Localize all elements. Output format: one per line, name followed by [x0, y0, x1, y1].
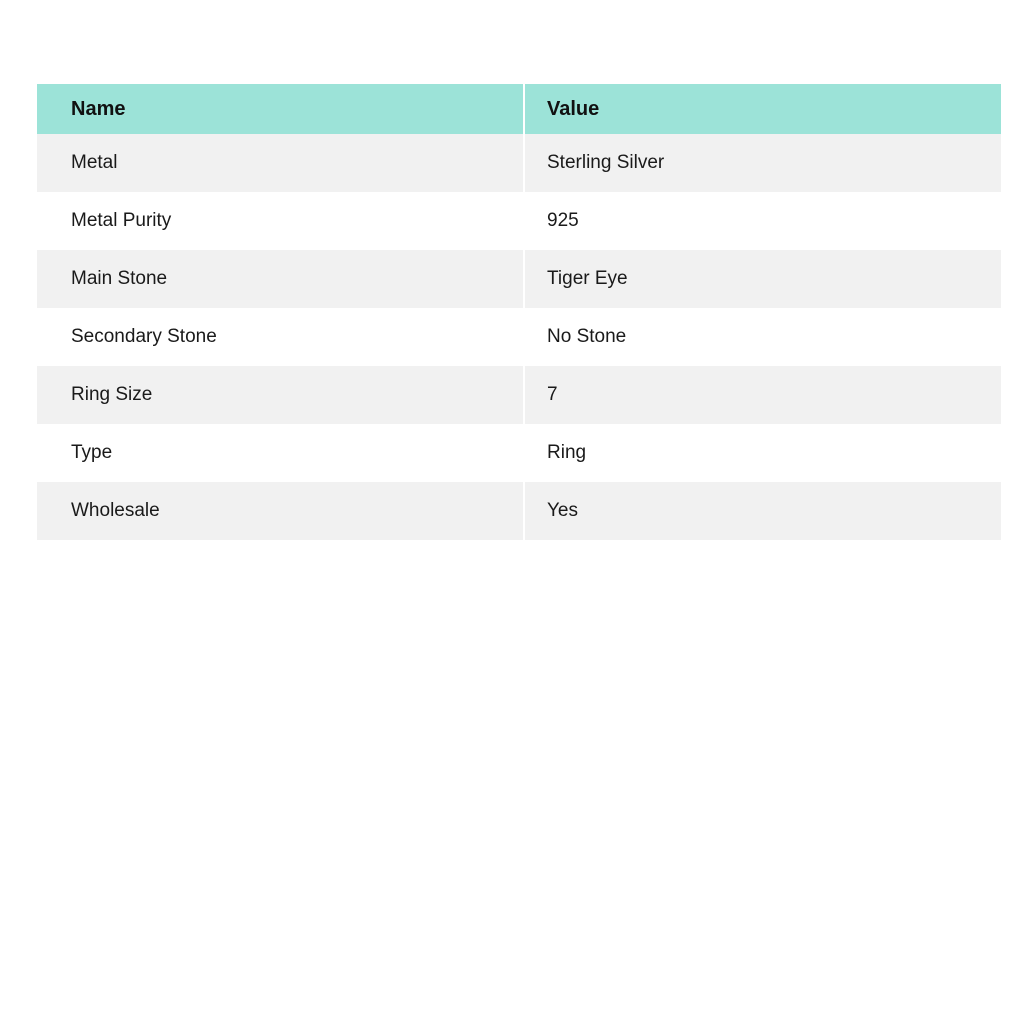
spec-name-cell: Wholesale — [71, 500, 160, 521]
table-header-row — [37, 84, 1001, 134]
spec-value-cell: Ring — [523, 424, 1001, 482]
table-row — [37, 250, 1001, 308]
table-row — [37, 308, 1001, 366]
spec-value-cell: 925 — [523, 192, 1001, 250]
table-row — [37, 134, 1001, 192]
product-spec-table — [37, 84, 1001, 540]
spec-value-cell: Sterling Silver — [523, 134, 1001, 192]
spec-value-cell: Tiger Eye — [523, 250, 1001, 308]
spec-name-cell: Secondary Stone — [71, 326, 217, 347]
spec-name-cell: Main Stone — [71, 268, 168, 289]
spec-name-cell: Metal Purity — [71, 210, 172, 231]
table-row — [37, 192, 1001, 250]
spec-value-cell: Yes — [523, 482, 1001, 540]
spec-name-cell: Type — [71, 442, 113, 463]
table-row — [37, 366, 1001, 424]
column-header-value: Value — [523, 84, 1001, 134]
spec-value-cell: 7 — [523, 366, 1001, 424]
column-header-name: Name — [71, 97, 126, 120]
spec-value-cell: No Stone — [523, 308, 1001, 366]
table-row — [37, 482, 1001, 540]
spec-name-cell: Metal — [71, 152, 118, 173]
table-row — [37, 424, 1001, 482]
spec-name-cell: Ring Size — [71, 384, 153, 405]
